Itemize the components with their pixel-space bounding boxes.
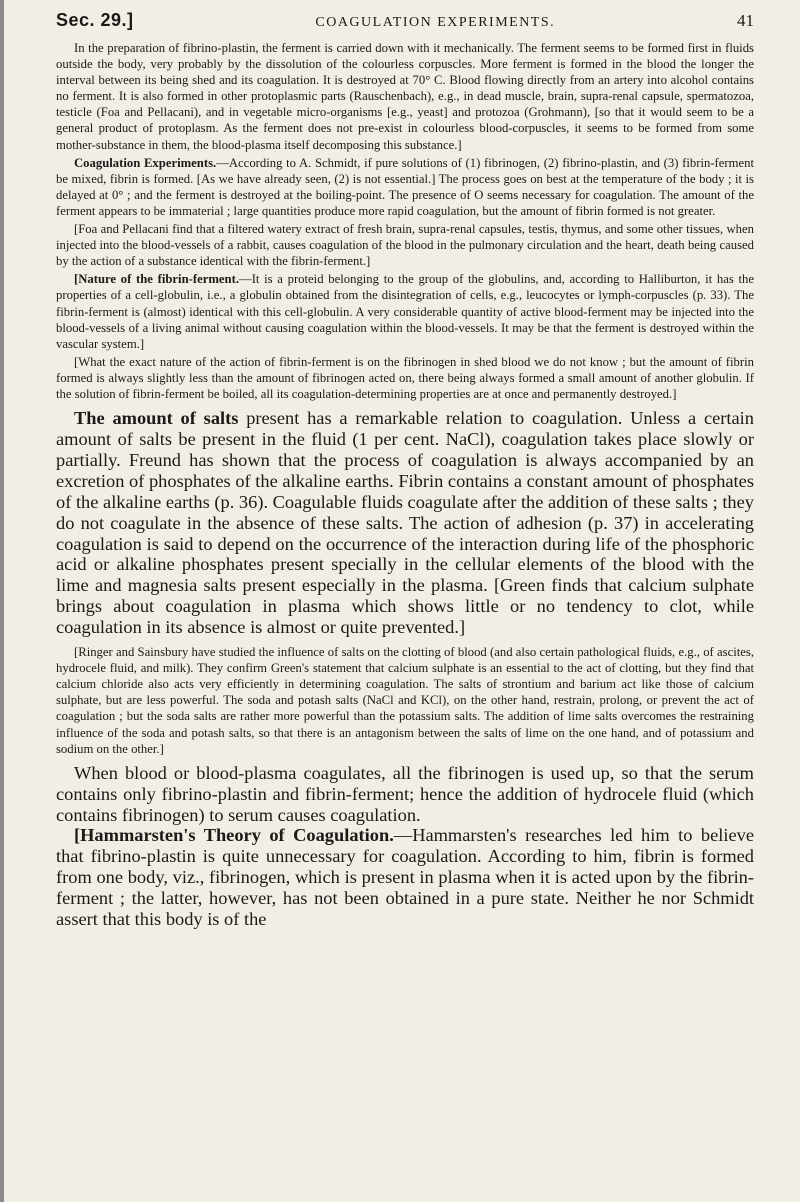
paragraph-ringer-sainsbury: [Ringer and Sainsbury have studied the influence of salts on the clotting of blood (and also certain pathological fluids, e.g., of ascites, hydrocele fluid, and milk). They confirm Green's statement that calcium sulphate is an essential to the act of clotting, but they find that calcium chloride also acts very efficiently in determining coagulation. The salts of strontium and barium act like those of calcium sulphate, but are less powerful. The soda and potash salts (NaCl and KCl), on the other hand, restrain, prolong, or prevent the act of coagulation ; but the soda salts are rather more powerful than the potassium salts. The addition of lime salts overcomes the restraining influence of the soda and potash salts, so that there is an antagonism between the salts of lime on the one hand, and of potassium and sodium on the other.] — [56, 645, 754, 756]
paragraph-foa-pellacani: [Foa and Pellacani find that a filtered watery extract of fresh brain, supra-renal capsules, testis, thymus, and some other tissues, when injected into the blood-vessels of a rabbit, causes coagulation of the blood in the pulmonary circulation and the heart, death being caused by the action of a substance identical with the fibrin-ferment.] — [56, 222, 754, 269]
running-title: COAGULATION EXPERIMENTS. — [315, 15, 556, 30]
paragraph-heading: The amount of salts — [74, 408, 239, 429]
body-text — [56, 40, 754, 930]
paragraph-heading: [Nature of the fibrin-ferment. — [74, 272, 239, 287]
paragraph-heading: Coagulation Experiments. — [74, 155, 217, 170]
paragraph-nature-ferment: [Nature of the fibrin-ferment.—It is a proteid belonging to the group of the globulins, and, according to Halliburton, it has the properties of a cell-globulin, i.e., a globulin obtained from the disintegration of cells, e.g., leucocytes or lymph-corpuscles (p. 33). The fibrin-ferment is (almost) identical with this cell-globulin. A very considerable quantity of active blood-ferment may be injected into the blood-vessels of a living animal without causing coagulation within the blood-vessels. It may be that the ferment is destroyed within the vascular system.] — [56, 272, 754, 351]
paragraph-heading: [Hammarsten's Theory of Coagulation. — [74, 825, 394, 846]
paragraph-fibrinogen-used-up: When blood or blood-plasma coagulates, all the fibrinogen is used up, so that the serum contains only fibrino-plastin and fibrin-ferment; hence the addition of hydrocele fluid (which contains fibrinogen) to serum causes coagulation. — [56, 762, 754, 825]
running-header — [56, 10, 754, 40]
paragraph-hammarsten-theory: [Hammarsten's Theory of Coagulation.—Hammarsten's researches led him to believe that fibrino-plastin is quite unnecessary for coagulation. According to him, fibrin is formed from one body, viz., fibrinogen, which is present in plasma when it is acted upon by the fibrin-ferment ; the latter, however, has not been obtained in a pure state. Neither he nor Schmidt assert that this body is of the — [56, 825, 754, 930]
paragraph-ferment-action: [What the exact nature of the action of fibrin-ferment is on the fibrinogen in shed blood we do not know ; but the amount of fibrin formed is always slightly less than the amount of fibrinogen acted on, there being always formed a small amount of another globulin. If the solution of fibrin-ferment be boiled, all its coagulation-determining properties are at once and permanently destroyed.] — [56, 354, 754, 401]
section-label: Sec. 29.] — [56, 10, 134, 30]
page-number: 41 — [736, 11, 754, 30]
paragraph-coagulation-experiments: Coagulation Experiments.—According to A. Schmidt, if pure solutions of (1) fibrinogen, (2) fibrino-plastin, and (3) fibrin-ferment be mixed, fibrin is formed. [As we have already seen, (2) is not essential.] The process goes on best at the temperature of the body ; it is delayed at 0° ; and the ferment is destroyed at the boiling-point. The presence of O seems necessary for coagulation. The amount of the ferment appears to be immaterial ; large quantities produce more rapid coagulation, but the amount of fibrin formed is not greater. — [56, 155, 754, 218]
paragraph-ferment-origin: In the preparation of fibrino-plastin, the ferment is carried down with it mechanically. The ferment seems to be formed first in fluids outside the body, very probably by the dissolution of the colourless corpuscles. More ferment is formed in the blood the longer the interval between its being shed and its coagulation. It is destroyed at 70° C. Blood flowing directly from an artery into alcohol contains no ferment. It is also formed in other protoplasmic parts (Rauschenbach), e.g., in dead muscle, brain, supra-renal capsule, spermatozoa, testicle (Foa and Pellacani), and in vegetable micro-organisms [e.g., yeast] and protozoa (Grohmann), [so that it would seem to be a general product of protoplasm. As the ferment does not pre-exist in colourless blood-corpuscles, it seems to be formed from some mother-substance in them, the blood-plasma itself decomposing this substance.] — [56, 41, 754, 152]
paragraph-amount-of-salts: The amount of salts present has a remarkable relation to coagulation. Unless a certain amount of salts be present in the fluid (1 per cent. NaCl), coagulation takes place slowly or partially. Freund has shown that the process of coagulation is always accompanied by an excretion of phosphates of the alkaline earths. Fibrin contains a constant amount of phosphates of the alkaline earths (p. 36). Coagulable fluids coagulate after the addition of these salts ; they do not coagulate in the absence of these salts. The action of adhesion (p. 37) in accelerating coagulation is said to depend on the occurrence of the interaction during life of the phosphoric acid or alkaline phosphates present specially in the cellular elements of the blood with the lime and magnesia salts present especially in the plasma. [Green finds that calcium sulphate brings about coagulation in plasma which shows little or no tendency to clot, while coagulation in its absence is almost or quite prevented.] — [56, 408, 754, 638]
binding-edge — [0, 0, 4, 1202]
